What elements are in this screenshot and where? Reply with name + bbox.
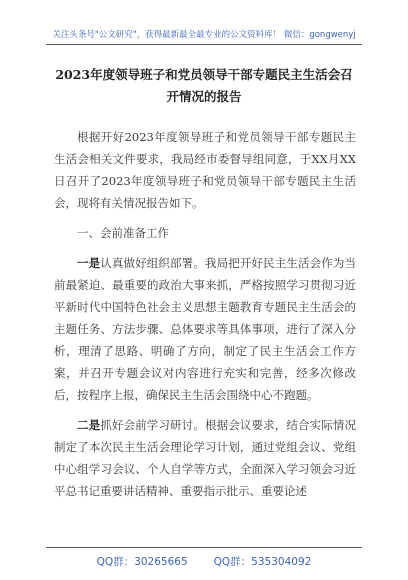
document-title: 2023年度领导班子和党员领导干部专题民主生活会召开情况的报告 [55,67,353,104]
document-body [54,126,356,510]
point-2-text: 抓好会前学习研讨。根据会议要求，结合实际情况制定了本次民主生活会理论学习计划，通过党组会议、党组中心组学习会议、个人自学等方式，全面深入学习领会习近平总书记重要讲话精神、重要指示批示、重要论述 [54,418,357,498]
point-2-paragraph [54,414,356,502]
section-heading: 一、会前准备工作 [77,226,169,240]
footer [0,554,408,569]
header-banner: 关注头条号"公文研究"，获得最新最全最专业的公文资料库！ 微信：gongwenyj [52,30,356,40]
footer-qq-group-2: QQ群：535304092 [213,556,312,568]
header-divider [46,44,362,45]
point-2-lead: 二是 [77,418,101,432]
footer-divider [46,547,362,548]
point-1-lead: 一是 [77,256,101,270]
footer-qq-group-1: QQ群：30265665 [96,556,188,568]
point-1-text: 认真做好组织部署。我局把开好民主生活会作为当前最紧迫、最重要的政治大事来抓，严格按照学习贯彻习近平新时代中国特色社会主义思想主题教育专题民主生活会的主题任务、方法步骤、总体要求等具体事项，进行了深入分析，理清了思路、明确了方向，制定了民主生活会工作方案，并召开专题会议对内容进行充实和完善，经多次修改后，按程序上报，确保民主生活会围绕中心不跑题。 [54,256,357,402]
intro-paragraph: 根据开好2023年度领导班子和党员领导干部专题民主生活会相关文件要求，我局经市委督导组同意，于XX月XX日召开了2023年度领导班子和党员领导干部专题民主生活会，现将有关情况报告如下。 [54,130,356,210]
point-1-paragraph [54,252,356,406]
